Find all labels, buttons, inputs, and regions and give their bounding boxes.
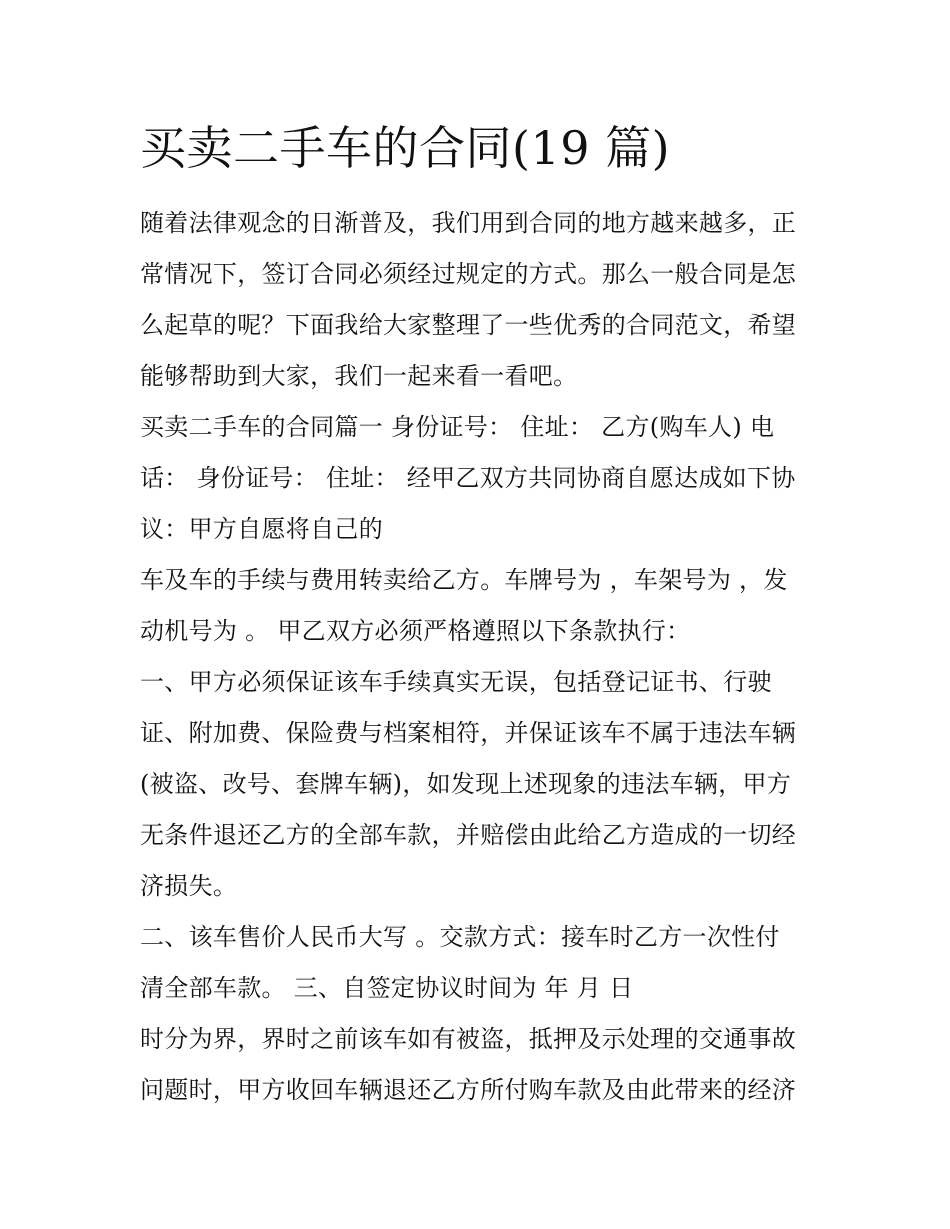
paragraph-clause-2 <box>140 912 820 1014</box>
text-line: 买卖二手车的合同篇一 身份证号： 住址： 乙方(购车人) 电 <box>140 413 775 441</box>
text-line: 车及车的手续与费用转卖给乙方。车牌号为 ，车架号为 ，发 <box>140 566 788 594</box>
text-line: 证、附加费、保险费与档案相符，并保证该车不属于违法车辆 <box>140 719 797 747</box>
text-line: 动机号为 。 甲乙双方必须严格遵照以下条款执行： <box>140 617 691 645</box>
paragraph-clause-3 <box>140 1014 820 1116</box>
document-body <box>140 198 820 1116</box>
text-line: 能够帮助到大家，我们一起来看一看吧。 <box>140 362 578 390</box>
text-line: 一、甲方必须保证该车手续真实无误，包括登记证书、行驶 <box>140 668 772 696</box>
document-title: 买卖二手车的合同(19 篇) <box>140 121 671 175</box>
text-line: 二、该车售价人民币大写 。交款方式：接车时乙方一次性付 <box>140 923 780 951</box>
paragraph-clause-1 <box>140 657 820 912</box>
text-line: (被盗、改号、套牌车辆)，如发现上述现象的违法车辆，甲方 <box>140 770 792 798</box>
text-line: 清全部车款。 三、自签定协议时间为 年 月 日 <box>140 974 634 1002</box>
text-line: 么起草的呢？下面我给大家整理了一些优秀的合同范文，希望 <box>140 311 797 339</box>
paragraph-vehicle-info <box>140 555 820 657</box>
text-line: 问题时，甲方收回车辆退还乙方所付购车款及由此带来的经济 <box>140 1076 797 1104</box>
text-line: 济损失。 <box>140 872 238 900</box>
text-line: 常情况下，签订合同必须经过规定的方式。那么一般合同是怎 <box>140 260 797 288</box>
text-line: 话： 身份证号： 住址： 经甲乙双方共同协商自愿达成如下协 <box>140 464 796 492</box>
text-line: 时分为界，界时之前该车如有被盗，抵押及示处理的交通事故 <box>140 1025 797 1053</box>
text-line: 无条件退还乙方的全部车款，并赔偿由此给乙方造成的一切经 <box>140 821 797 849</box>
text-line: 议：甲方自愿将自己的 <box>140 515 383 543</box>
paragraph-contract-header <box>140 402 820 555</box>
text-line: 随着法律观念的日渐普及，我们用到合同的地方越来越多，正 <box>140 209 797 237</box>
paragraph-intro <box>140 198 820 402</box>
